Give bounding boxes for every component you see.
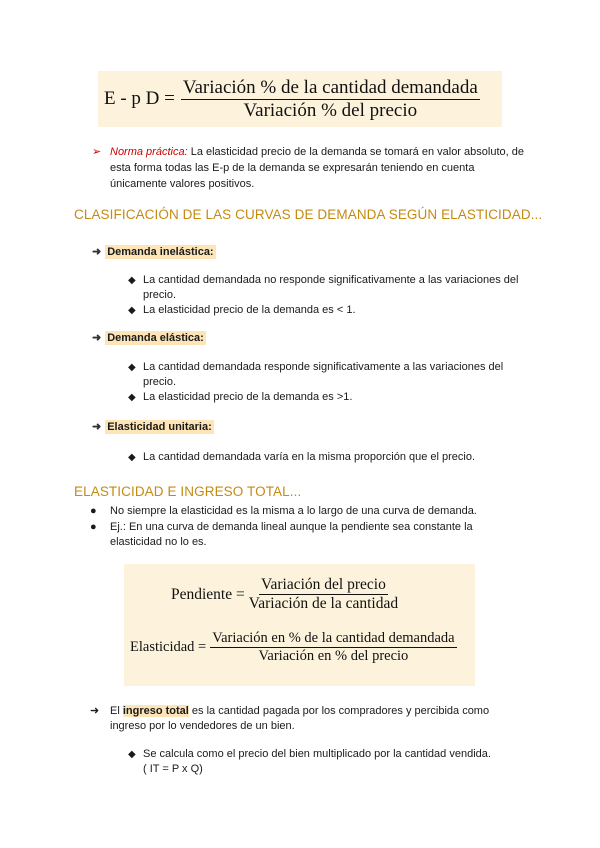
norma-practica-note [92, 144, 532, 192]
formula-lhs: Pendiente = [171, 585, 245, 603]
diamond-bullet-icon: ◆ [128, 362, 136, 373]
formula-numerator: Variación del precio [261, 576, 386, 593]
formula-elasticidad [130, 630, 457, 665]
diamond-bullet-icon: ◆ [128, 275, 136, 286]
list-item: ● No siempre la elasticidad es la misma a lo largo de una curva de demanda. [90, 505, 477, 517]
note-lead: Norma práctica: [110, 146, 188, 158]
arrow-right-icon: ➜ [92, 246, 102, 258]
formula-numerator: Variación % de la cantidad demandada [182, 76, 478, 98]
list-item: ◆ La cantidad demandada responde significativamente a las variaciones del precio. [128, 361, 504, 388]
section-heading-clasificacion: CLASIFICACIÓN DE LAS CURVAS DE DEMANDA SEGÚN ELASTICIDAD... [74, 207, 543, 222]
list-item: ◆ Se calcula como el precio del bien multiplicado por la cantidad vendida. ( IT = P x Q) [128, 748, 491, 775]
ingreso-total-highlight: ingreso total [122, 705, 189, 717]
formula-denominator: Variación de la cantidad [248, 595, 399, 612]
formula-lhs: E - p D = [104, 88, 175, 109]
formula-box-pendiente-elasticidad [124, 564, 475, 686]
formula-lhs: Elasticidad = [130, 639, 207, 655]
arrow-right-icon: ➜ [90, 705, 100, 717]
formula-elasticidad-precio [98, 71, 502, 127]
list-item: ◆ La elasticidad precio de la demanda es >1. [128, 391, 353, 403]
diamond-bullet-icon: ◆ [128, 452, 136, 463]
arrow-right-icon: ➜ [92, 332, 102, 344]
formula-fraction [181, 77, 480, 122]
list-item: ◆ La elasticidad precio de la demanda es < 1. [128, 304, 356, 316]
list-item: ◆ La cantidad demandada no responde significativamente a las variaciones del precio. [128, 274, 519, 301]
group-title-unitaria: ➜ Elasticidad unitaria: [92, 421, 212, 433]
section-heading-ingreso-total: ELASTICIDAD E INGRESO TOTAL... [74, 484, 302, 499]
list-item: ◆ La cantidad demandada varía en la misma proporción que el precio. [128, 451, 476, 463]
group-title-elastica: ➜ Demanda elástica: [92, 332, 204, 344]
formula-denominator: Variación % del precio [243, 99, 418, 121]
arrow-right-icon: ➜ [92, 421, 102, 433]
dot-bullet-icon: ● [90, 521, 97, 533]
formula-pendiente [171, 576, 398, 613]
red-arrow-icon: ➢ [92, 146, 102, 158]
group-title-inelastica: ➜ Demanda inelástica: [92, 246, 214, 258]
diamond-bullet-icon: ◆ [128, 392, 136, 403]
formula-numerator: Variación en % de la cantidad demandada [212, 630, 455, 646]
formula-denominator: Variación en % del precio [258, 648, 409, 664]
ingreso-total-item: ➜ El ingreso total es la cantidad pagada por los compradores y percibida como ingreso por lo vendedores de un bien. [90, 705, 490, 732]
dot-bullet-icon: ● [90, 505, 97, 517]
note-text: La elasticidad precio de la demanda se tomará en valor absoluto, de esta forma todas las E-p de la demanda se expresarán teniendo en cuenta únicamente valores positivos. [110, 146, 524, 190]
list-item: ● Ej.: En una curva de demanda lineal aunque la pendiente sea constante la elasticidad no lo es. [90, 521, 473, 548]
diamond-bullet-icon: ◆ [128, 305, 136, 316]
diamond-bullet-icon: ◆ [128, 749, 136, 760]
